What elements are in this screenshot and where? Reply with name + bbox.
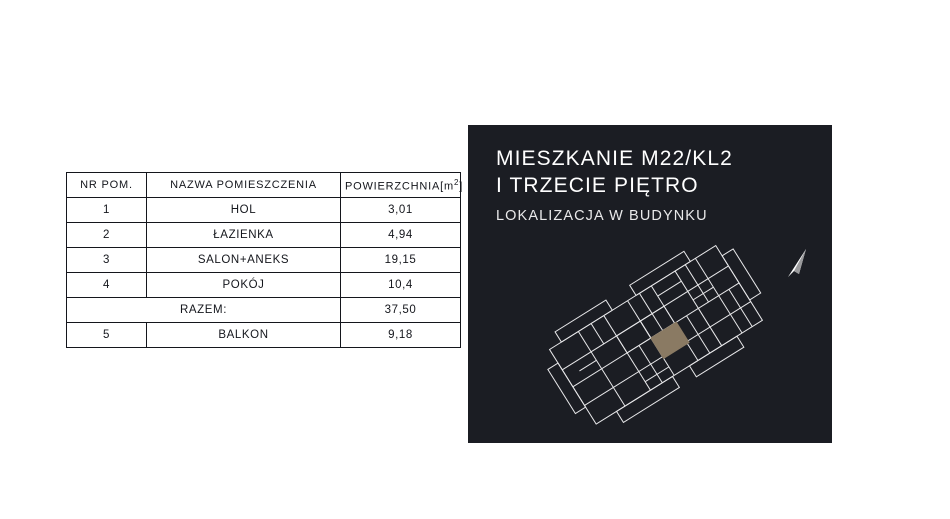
panel-title-apartment: MIESZKANIE M22/KL2 [496, 147, 733, 170]
column-header-area-prefix: POWIERZCHNIA[m [345, 180, 454, 193]
table-header [67, 173, 464, 198]
table-row [67, 198, 461, 223]
cell-number: 3 [67, 248, 147, 273]
cell-room-name: POKÓJ [147, 273, 341, 298]
cell-area: 10,4 [341, 273, 461, 298]
column-header-number: NR POM. [67, 173, 147, 198]
cell-number: 2 [67, 223, 147, 248]
column-header-area-suffix: ] [459, 180, 464, 193]
table-body [67, 198, 461, 348]
room-schedule [66, 172, 464, 348]
table-header-row [67, 173, 461, 198]
total-area: 37,50 [341, 298, 461, 323]
column-header-area-superscript: 2 [453, 177, 460, 187]
building-floorplan-diagram [508, 230, 798, 435]
cell-area: 9,18 [341, 323, 461, 348]
cell-area: 4,94 [341, 223, 461, 248]
column-header-room-name: NAZWA POMIESZCZENIA [147, 173, 341, 198]
total-label: RAZEM: [67, 298, 341, 323]
cell-room-name: HOL [147, 198, 341, 223]
table-row [67, 248, 461, 273]
table-row [67, 323, 461, 348]
panel-title-block [496, 145, 733, 228]
cell-area: 19,15 [341, 248, 461, 273]
building-locator-panel [468, 125, 832, 443]
highlighted-apartment [651, 322, 689, 358]
room-schedule-table [66, 172, 464, 348]
cell-room-name: SALON+ANEKS [147, 248, 341, 273]
panel-title-floor: I TRZECIE PIĘTRO [496, 174, 699, 197]
cell-number: 5 [67, 323, 147, 348]
table-total-row [67, 298, 461, 323]
cell-room-name: ŁAZIENKA [147, 223, 341, 248]
cell-room-name: BALKON [147, 323, 341, 348]
panel-subtitle-location: LOKALIZACJA W BUDYNKU [496, 208, 708, 224]
cell-number: 1 [67, 198, 147, 223]
cell-number: 4 [67, 273, 147, 298]
cell-area: 3,01 [341, 198, 461, 223]
column-header-area [341, 173, 464, 198]
table-row [67, 223, 461, 248]
table-row [67, 273, 461, 298]
